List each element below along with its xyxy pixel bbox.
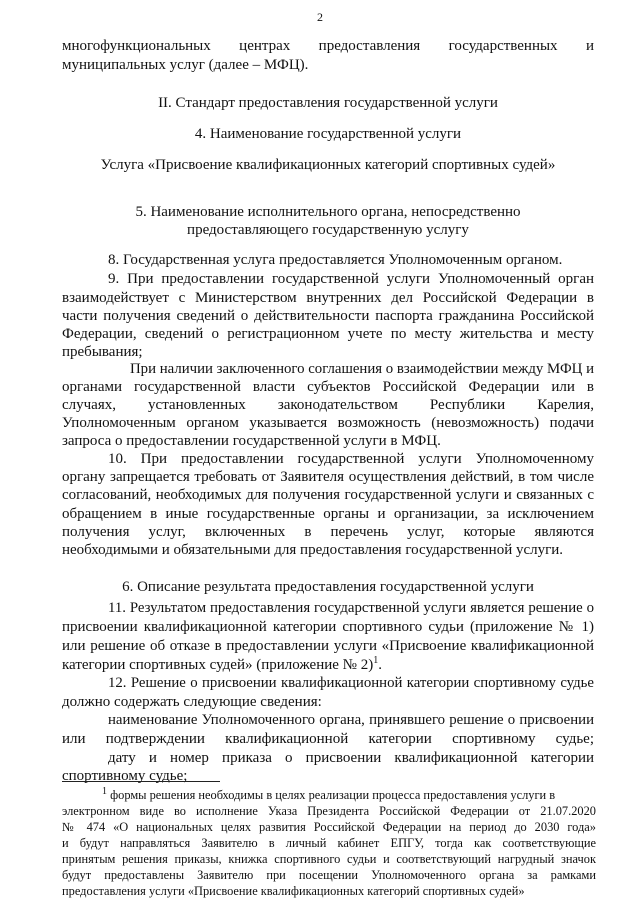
- subsection-heading: 5. Наименование исполнительного органа, непосредственно: [135, 204, 521, 220]
- text-line: Уполномоченным органом указывается возможность (невозможность) подачи: [62, 415, 594, 431]
- text-line: Федерации, сведений о регистрационном учете по месту жительства и месту: [62, 326, 594, 342]
- page-number: 2: [317, 10, 323, 24]
- text-line: должно содержать следующие сведения:: [62, 694, 322, 710]
- text-line: части получения сведений о действительности паспорта гражданина Российской: [62, 308, 594, 324]
- section-heading: II. Стандарт предоставления государственной услуги: [158, 95, 498, 111]
- footnote-line: принятым решения приказы, книжка спортивного судьи и соответствующий нагрудный значок: [62, 852, 596, 866]
- text-line: пребывания;: [62, 344, 143, 360]
- text-line: органами государственной власти субъектов Российской Федерации или в: [62, 379, 594, 395]
- text-line: 8. Государственная услуга предоставляется Уполномоченным органом.: [108, 252, 563, 268]
- text-line: присвоении квалификационной категории спортивного судьи (приложение № 1): [62, 619, 594, 635]
- footnote-line: предоставления услуги «Присвоение квалификационных категорий спортивных судей»: [62, 884, 525, 898]
- text-line: согласований, необходимых для получения государственной услуги и связанных с: [62, 487, 594, 503]
- subsection-heading: 4. Наименование государственной услуги: [194, 126, 462, 142]
- text-line: запроса о предоставлении государственной услуги в МФЦ.: [62, 433, 441, 449]
- text-line: случаях, установленных законодательством Республики Карелия,: [62, 397, 594, 413]
- text-line: обращением в иные государственные органы и организации, за исключением: [62, 506, 594, 522]
- text-line: дату и номер приказа о присвоении квалификационной категории: [108, 750, 594, 766]
- subsection-heading: предоставляющего государственную услугу: [187, 222, 469, 238]
- text-line: 12. Решение о присвоении квалификационной категории спортивному судье: [108, 675, 594, 691]
- text-line: наименование Уполномоченного органа, принявшего решение о присвоении: [108, 712, 594, 728]
- text-line: или подтверждении квалификационной категории спортивному судье;: [62, 731, 594, 747]
- footnote-line: № 474 «О национальных целях развития Российской Федерации на период до 2030 года»: [62, 820, 596, 834]
- text-line: 11. Результатом предоставления государственной услуги является решение о: [108, 600, 594, 616]
- text-line: 9. При предоставлении государственной услуги Уполномоченный орган: [108, 271, 594, 287]
- footnote-line: будут предоставлены Заявителю при посещении Уполномоченного органа за рамками: [62, 868, 596, 882]
- text-line: органу запрещается требовать от Заявителя осуществления действий, в том числе: [62, 469, 594, 485]
- footnote-line: и будут направляться Заявителю в личный кабинет ЕПГУ, тогда как соответствующие: [62, 836, 596, 850]
- text-line: муниципальных услуг (далее – МФЦ).: [62, 57, 309, 73]
- text-line: взаимодействует с Министерством внутренних дел Российской Федерации в: [62, 290, 594, 306]
- text-line: многофункциональных центрах предоставления государственных и: [62, 38, 594, 54]
- footnote-line: $^1$ формы решения необходимы в целях реализации процесса предоставления услуги в: [102, 785, 556, 802]
- text-line: спортивному судье;: [62, 768, 188, 784]
- text-line: или решение об отказе в предоставлении услуги «Присвоение квалификационной: [62, 638, 594, 654]
- text-line: получения услуг, включенных в перечень услуг, которые являются: [62, 524, 594, 540]
- footnote-marker: 1: [102, 785, 107, 797]
- text-line: При наличии заключенного соглашения о взаимодействии между МФЦ и: [130, 361, 594, 377]
- footnote-separator: [62, 781, 220, 782]
- text-line: 10. При предоставлении государственной услуги Уполномоченному: [108, 451, 594, 467]
- text-line: необходимыми и обязательными для предоставления государственной услуги.: [62, 542, 564, 558]
- service-name: Услуга «Присвоение квалификационных категорий спортивных судей»: [100, 157, 556, 173]
- subsection-heading: 6. Описание результата предоставления государственной услуги: [122, 579, 534, 595]
- footnote-line: электронном виде во исполнение Указа Президента Российской Федерации от 21.07.2020: [62, 804, 596, 818]
- footnote-reference: 1: [373, 655, 379, 666]
- text-line: категории спортивных судей» (приложение № 2)$^1$.: [62, 655, 382, 673]
